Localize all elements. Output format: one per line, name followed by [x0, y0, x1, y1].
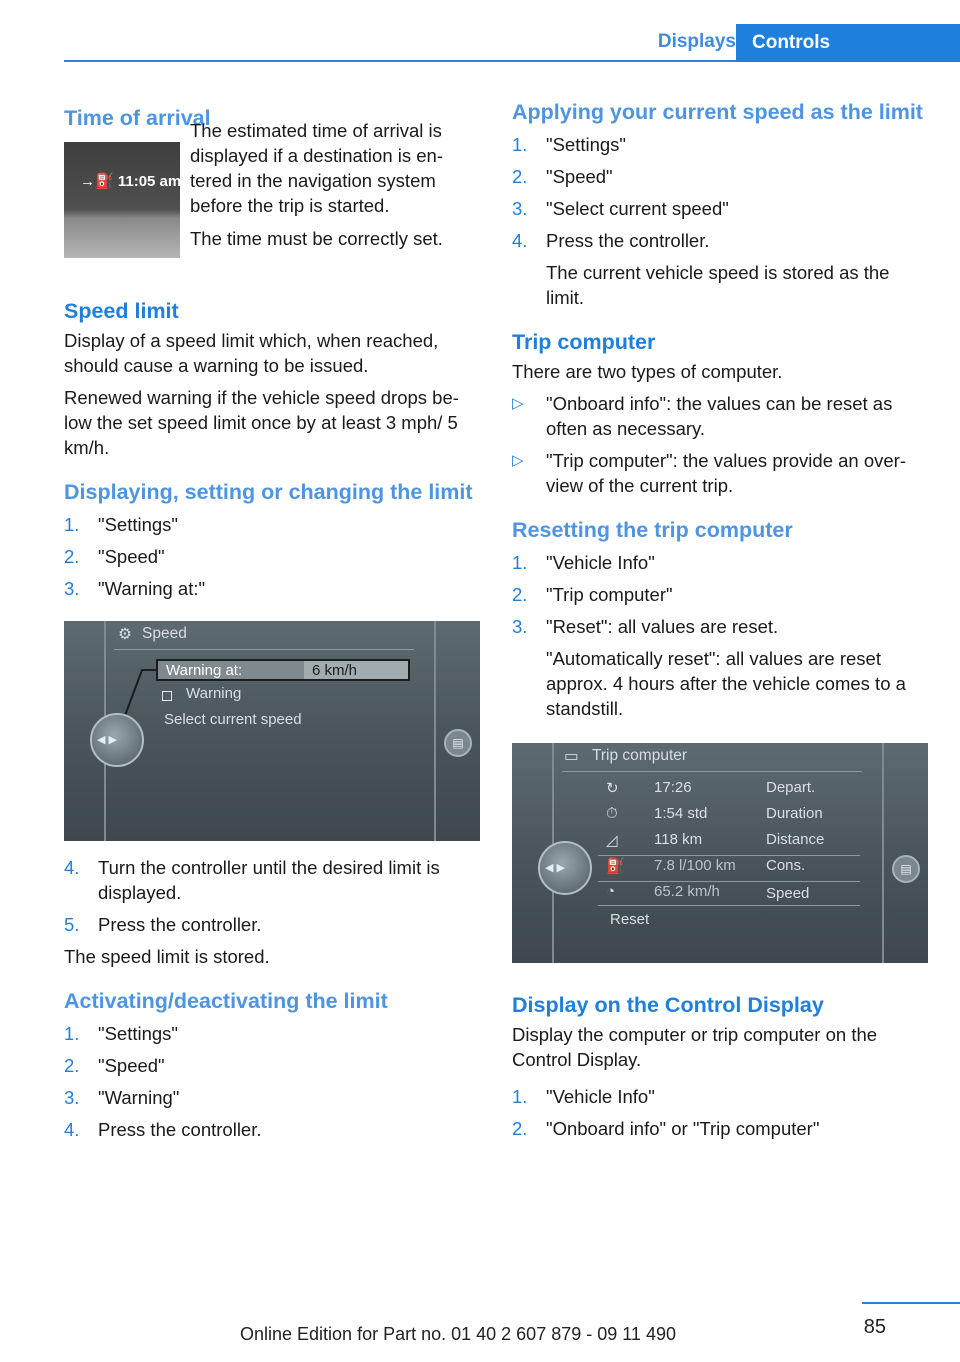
list-item	[64, 1021, 482, 1046]
distance-icon: ◿	[606, 832, 618, 849]
side-menu-icon: ▤	[444, 729, 472, 757]
list-item	[512, 196, 932, 221]
speed-limit-paragraph-1: Display of a speed limit which, when reached, should cause a warning to be issued.	[64, 330, 439, 376]
step-text: "Onboard info" or "Trip computer"	[546, 1118, 820, 1139]
screen-title-divider	[562, 771, 862, 772]
trip-computer-icon: ▭	[564, 748, 579, 765]
consumption-label: Cons.	[766, 857, 806, 874]
list-item	[64, 576, 482, 601]
display-setting-steps-2	[64, 855, 482, 937]
list-item	[512, 164, 932, 189]
step-number: 1.	[512, 134, 528, 155]
step-text: "Speed"	[98, 1055, 165, 1076]
list-item	[512, 550, 932, 575]
resetting-section	[512, 518, 932, 963]
speed-limit-stored-text: The speed limit is stored.	[64, 946, 270, 967]
step-number: 2.	[64, 546, 80, 567]
display-setting-steps	[64, 512, 482, 601]
display-setting-section	[64, 480, 482, 969]
time-of-arrival-note: The time must be correctly set.	[190, 228, 443, 249]
page-number: 85	[863, 1316, 886, 1338]
list-item	[64, 512, 482, 537]
screen-title-speed: Speed	[142, 625, 187, 642]
row-divider	[598, 905, 860, 906]
triangle-bullet-icon: ▷	[512, 395, 524, 412]
list-item	[512, 1084, 932, 1109]
time-of-arrival-image	[64, 142, 180, 258]
activating-steps	[64, 1021, 482, 1142]
row-divider	[598, 855, 860, 856]
resetting-heading: Resetting the trip computer	[512, 518, 793, 542]
duration-value: 1:54 std	[654, 805, 708, 822]
step-number: 1.	[64, 514, 80, 535]
step-text: "Settings"	[546, 134, 626, 155]
step-number: 2.	[512, 1118, 528, 1139]
step-text: "Speed"	[546, 166, 613, 187]
warning-at-value: 6 km/h	[312, 662, 358, 679]
step-text: Press the controller.	[98, 914, 262, 935]
list-item	[64, 912, 482, 937]
list-item	[512, 614, 932, 721]
distance-value: 118 km	[654, 831, 703, 848]
resetting-steps	[512, 550, 932, 721]
step-number: 1.	[512, 1086, 528, 1107]
step-text: "Warning"	[98, 1087, 180, 1108]
speed-value: 65.2 km/h	[654, 883, 720, 900]
arrival-time-readout: →⛽ 11:05 am	[80, 173, 182, 190]
step-text: "Warning at:"	[98, 578, 206, 599]
select-current-speed-option[interactable]: Select current speed	[164, 711, 302, 728]
speed-limit-paragraph-2: Renewed warning if the vehicle speed drops be-low the set speed limit once by at least 3 mph/ 5 km/h.	[64, 387, 459, 458]
step-text: "Reset": all values are reset.	[546, 616, 779, 637]
step-subtext: The current vehicle speed is stored as the limit.	[546, 262, 890, 308]
list-item	[64, 855, 482, 905]
list-item	[512, 1116, 932, 1141]
list-item	[512, 132, 932, 157]
header-bar	[64, 24, 960, 62]
step-text: "Trip computer"	[546, 584, 673, 605]
footer-rule	[862, 1302, 960, 1304]
step-number: 4.	[64, 857, 80, 878]
step-number: 3.	[64, 1087, 80, 1108]
duration-label: Duration	[766, 805, 823, 822]
step-number: 2.	[64, 1055, 80, 1076]
time-of-arrival-desc: The estimated time of arrival is displayed if a destination is en-tered in the navigation system before the trip is started.	[190, 120, 443, 216]
activating-heading: Activating/deactivating the limit	[64, 989, 388, 1013]
warning-at-label: Warning at:	[166, 662, 243, 679]
consumption-icon: ⛽	[606, 858, 625, 875]
right-column	[512, 100, 932, 1141]
tab-controls[interactable]: Controls	[736, 24, 960, 62]
display-setting-heading: Displaying, setting or changing the limit	[64, 480, 473, 504]
speed-label: Speed	[766, 885, 810, 902]
applying-section	[512, 100, 932, 310]
step-text: Press the controller.	[546, 230, 710, 251]
consumption-value: 7.8 l/100 km	[654, 857, 736, 874]
trip-computer-screen	[512, 743, 928, 963]
step-number: 5.	[64, 914, 80, 935]
applying-heading: Applying your current speed as the limit	[512, 100, 923, 124]
display-cd-intro: Display the computer or trip computer on the Control Display.	[512, 1024, 878, 1070]
tab-displays[interactable]: Displays	[657, 31, 736, 52]
duration-icon: ⏱	[606, 805, 618, 822]
display-cd-steps	[512, 1084, 932, 1141]
step-number: 4.	[64, 1119, 80, 1140]
applying-steps	[512, 132, 932, 310]
step-number: 2.	[512, 166, 528, 187]
bullet-text: "Onboard info": the values can be reset as often as necessary.	[546, 393, 893, 439]
step-text: "Vehicle Info"	[546, 1086, 655, 1107]
list-item	[64, 1085, 482, 1110]
triangle-bullet-icon: ▷	[512, 452, 524, 469]
step-text: "Select current speed"	[546, 198, 729, 219]
page-footer	[0, 1302, 960, 1362]
controller-arrows-icon: ◀ ▶	[545, 862, 565, 874]
list-item	[64, 1117, 482, 1142]
list-item	[512, 448, 932, 498]
step-number: 2.	[512, 584, 528, 605]
side-menu-icon: ▤	[892, 855, 920, 883]
step-text: "Settings"	[98, 1023, 178, 1044]
time-of-arrival-text	[190, 120, 480, 251]
speed-limit-section	[64, 299, 482, 460]
speed-limit-heading: Speed limit	[64, 299, 179, 323]
list-item	[512, 582, 932, 607]
footer-edition-text: Online Edition for Part no. 01 40 2 607 879 - 09 11 490	[240, 1324, 676, 1344]
row-divider	[598, 881, 860, 882]
trip-computer-bullets	[512, 391, 932, 498]
step-text: "Speed"	[98, 546, 165, 567]
step-subtext: "Automatically reset": all values are reset approx. 4 hours after the vehicle comes to a standstill.	[546, 648, 906, 719]
list-item	[512, 228, 932, 310]
trip-computer-section	[512, 330, 932, 498]
step-number: 4.	[512, 230, 528, 251]
step-number: 3.	[512, 616, 528, 637]
bullet-text: "Trip computer": the values provide an over-view of the current trip.	[546, 450, 907, 496]
activating-section	[64, 989, 482, 1142]
time-of-arrival-section	[64, 106, 482, 271]
step-number: 1.	[512, 552, 528, 573]
gear-icon: ⚙	[118, 626, 132, 643]
step-number: 1.	[64, 1023, 80, 1044]
step-number: 3.	[512, 198, 528, 219]
screen-frame-right	[882, 743, 884, 963]
distance-label: Distance	[766, 831, 825, 848]
list-item	[64, 1053, 482, 1078]
warning-option[interactable]: Warning	[186, 685, 242, 702]
step-text: Turn the controller until the desired limit is displayed.	[98, 857, 440, 903]
step-text: Press the controller.	[98, 1119, 262, 1140]
reset-option[interactable]: Reset	[610, 911, 650, 928]
display-cd-section	[512, 993, 932, 1141]
depart-value: 17:26	[654, 779, 692, 796]
speed-settings-screen	[64, 621, 480, 841]
screen-title-trip: Trip computer	[592, 747, 688, 764]
display-cd-heading: Display on the Control Display	[512, 993, 824, 1017]
depart-icon: ↻	[606, 780, 619, 797]
step-text: "Vehicle Info"	[546, 552, 655, 573]
left-column	[64, 100, 482, 1142]
time-of-arrival-heading: Time of arrival	[64, 106, 211, 130]
trip-computer-intro: There are two types of computer.	[512, 361, 783, 382]
trip-computer-heading: Trip computer	[512, 330, 656, 354]
list-item	[64, 544, 482, 569]
speed-icon: ◔	[606, 883, 616, 900]
list-item	[512, 391, 932, 441]
step-text: "Settings"	[98, 514, 178, 535]
controller-arrows-icon: ◀ ▶	[97, 734, 117, 746]
depart-label: Depart.	[766, 779, 816, 796]
step-number: 3.	[64, 578, 80, 599]
